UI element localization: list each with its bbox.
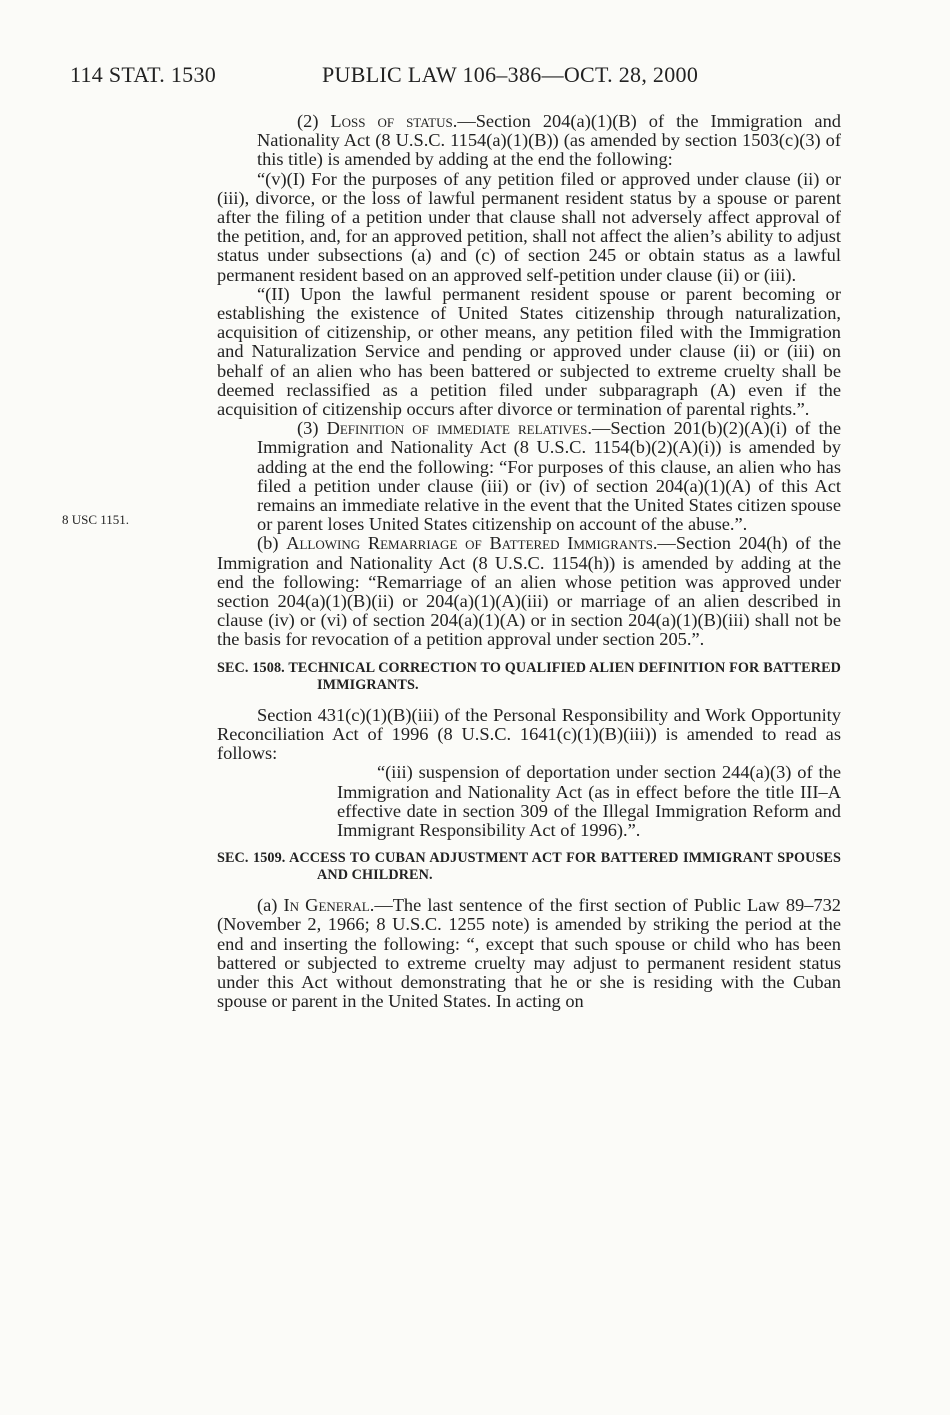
subsection-text: —The last sentence of the first section of Public Law 89–732 (November 2, 1966; 8 U.S.C. 1255 note) is amended by striking the period at the end and inserting the following: “, except that such spouse or child who has been battered or subjected to extreme cruelty may adjust to permanent resident status under this Act without demonstrating that he or she is residing with the Cuban spouse or parent in the United States. In acting on: [217, 895, 841, 1012]
section-1508-text: Section 431(c)(1)(B)(iii) of the Personal Responsibility and Work Opportunity Reconciliation Act of 1996 (8 U.S.C. 1641(c)(1)(B)(iii)) is amended to read as follows:: [217, 704, 841, 764]
page-body: [217, 112, 841, 1011]
paragraph-heading: Loss of status.: [330, 111, 458, 131]
paragraph-heading: Definition of immediate relatives.: [326, 418, 592, 439]
section-1509-heading: SEC. 1509. ACCESS TO CUBAN ADJUSTMENT ACT FOR BATTERED IMMIGRANT SPOUSES AND CHILDREN.: [217, 850, 841, 884]
section-1508-heading: SEC. 1508. TECHNICAL CORRECTION TO QUALIFIED ALIEN DEFINITION FOR BATTERED IMMIGRANTS.: [217, 659, 841, 693]
stat-page-number: 114 STAT. 1530: [70, 62, 217, 87]
public-law-header: PUBLIC LAW 106–386—OCT. 28, 2000: [322, 62, 699, 87]
usc-margin-note: 8 USC 1151.: [62, 512, 130, 527]
paragraph-text: —Section 204(a)(1)(B) of the Immigration and Nationality Act (8 U.S.C. 1154(a)(1)(B)) (as amended by section 1503(c)(3) of this title) is amended by adding at the end the following:: [257, 111, 841, 170]
subsection-heading: In General.: [283, 895, 375, 916]
paragraph-text: —Section 201(b)(2)(A)(i) of the Immigration and Nationality Act (8 U.S.C. 1154(b)(2)(A)(i)) is amended by adding at the end the following: “For purposes of this clause, an alien who has filed a petition under clause (iii) or (iv) of section 204(a)(1)(A) of this Act remains an immediate relative in the event that the United States citizen spouse or parent loses United States citizenship on account of the abuse.”.: [257, 418, 841, 535]
section-1508-quote: “(iii) suspension of deportation under section 244(a)(3) of the Immigration and Nationality Act (as in effect before the title III–A effective date in section 309 of the Illegal Immigration Reform and Immigrant Responsibility Act of 1996).”.: [337, 762, 841, 840]
quote-clause-v-I: “(v)(I) For the purposes of any petition filed or approved under clause (ii) or (iii), divorce, or the loss of lawful permanent resident status by a spouse or parent after the filing of a petition under that clause shall not adversely affect approval of the petition, and, for an approved petition, shall not affect the alien’s ability to adjust status under subsections (a) and (c) of section 245 or obtain status as a lawful permanent resident based on an approved self-petition under clause (ii) or (iii).: [217, 168, 841, 285]
paragraph-loss-of-status: (2) Loss of status.—Section 204(a)(1)(B) of the Immigration and Nationality Act (8 U.S.C. 1154(a)(1)(B)) (as amended by section 1503(c)(3) of this title) is amended by adding at the end the following:: [257, 111, 841, 170]
subsection-b-remarriage: (b) Allowing Remarriage of Battered Immigrants.—Section 204(h) of the Immigration and Nationality Act (8 U.S.C. 1154(h)) is amended by adding at the end the following: “Remarriage of an alien whose petition was approved under section 204(a)(1)(B)(ii) or 204(a)(1)(A)(iii) or marriage of an alien described in clause (iv) or (vi) of section 204(a)(1)(A) or in section 204(a)(1)(B)(iii) shall not be the basis for revocation of a petition approval under section 205.”.: [217, 533, 841, 650]
section-1509-subsection-a: (a) In General.—The last sentence of the first section of Public Law 89–732 (November 2, 1966; 8 U.S.C. 1255 note) is amended by striking the period at the end and inserting the following: “, except that such spouse or child who has been battered or subjected to extreme cruelty may adjust to permanent resident status under this Act without demonstrating that he or she is residing with the Cuban spouse or parent in the United States. In acting on: [217, 895, 841, 1012]
subsection-text: —Section 204(h) of the Immigration and Nationality Act (8 U.S.C. 1154(h)) is amended by adding at the end the following: “Remarriage of an alien whose petition was approved under section 204(a)(1)(B)(ii) or 204(a)(1)(A)(iii) or marriage of an alien described in clause (iv) or (vi) of section 204(a)(1)(A) or in section 204(a)(1)(B)(iii) shall not be the basis for revocation of a petition approval under section 205.”.: [217, 533, 841, 650]
quote-clause-II: “(II) Upon the lawful permanent resident spouse or parent becoming or establishing the existence of United States citizenship through naturalization, acquisition of citizenship, or other means, any petition filed with the Immigration and Naturalization Service and pending or approved under clause (ii) or (iii) on behalf of an alien who has been battered or subjected to extreme cruelty shall be deemed reclassified as a petition filed under subparagraph (A) even if the acquisition of citizenship occurs after divorce or termination of parental rights.”.: [217, 283, 841, 420]
paragraph-immediate-relatives: (3) Definition of immediate relatives.—Section 201(b)(2)(A)(i) of the Immigration and Nationality Act (8 U.S.C. 1154(b)(2)(A)(i)) is amended by adding at the end the following: “For purposes of this clause, an alien who has filed a petition under clause (iii) or (iv) of section 204(a)(1)(A) of this Act remains an immediate relative in the event that the United States citizen spouse or parent loses United States citizenship on account of the abuse.”.: [257, 418, 841, 535]
subsection-heading: Allowing Remarriage of Battered Immigrants.: [286, 533, 658, 554]
